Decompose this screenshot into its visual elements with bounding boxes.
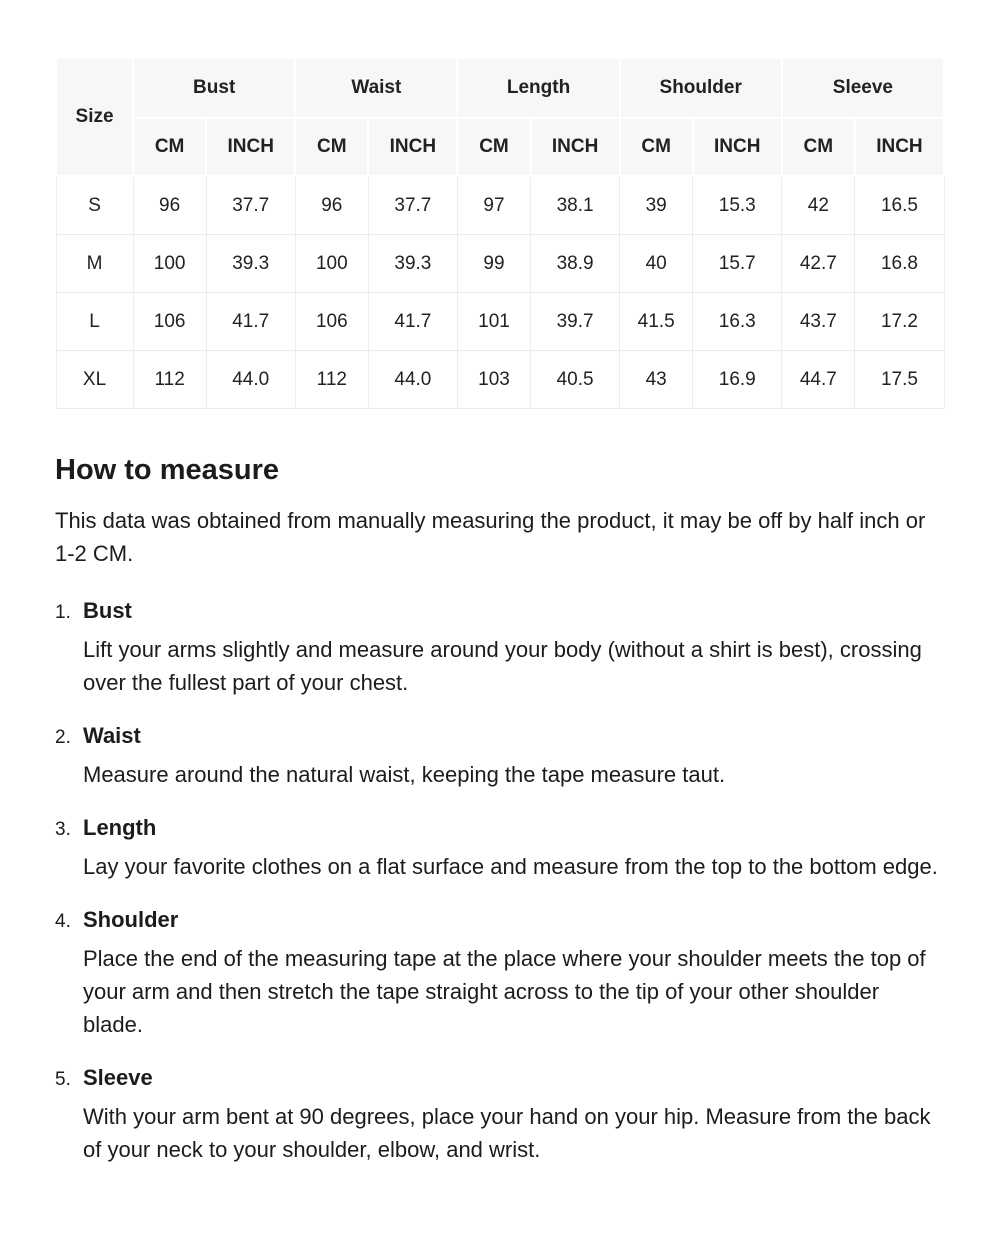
unit-header-cm: CM bbox=[782, 118, 855, 176]
size-label: M bbox=[56, 235, 133, 293]
measure-step-length bbox=[55, 815, 945, 883]
measurement-value: 112 bbox=[133, 351, 206, 409]
step-description: Lay your favorite clothes on a flat surface and measure from the top to the bottom edge. bbox=[83, 853, 938, 879]
measurement-value: 43 bbox=[620, 351, 693, 409]
measurement-value: 17.2 bbox=[855, 293, 944, 351]
size-label: S bbox=[56, 176, 133, 235]
size-column-header: Size bbox=[56, 58, 133, 176]
step-head bbox=[55, 598, 945, 624]
size-label: L bbox=[56, 293, 133, 351]
measurement-value: 16.8 bbox=[855, 235, 944, 293]
step-term: Bust bbox=[83, 597, 132, 623]
unit-header-cm: CM bbox=[457, 118, 530, 176]
unit-header-cm: CM bbox=[620, 118, 693, 176]
unit-header-inch: INCH bbox=[855, 118, 944, 176]
intro-paragraph: This data was obtained from manually measuring the product, it may be off by half inch or 1-2 CM. bbox=[55, 507, 926, 566]
measurement-value: 44.0 bbox=[206, 351, 295, 409]
column-group-sleeve: Sleeve bbox=[782, 58, 944, 118]
measurement-group-row bbox=[56, 58, 944, 118]
size-label: XL bbox=[56, 351, 133, 409]
unit-header-inch: INCH bbox=[531, 118, 620, 176]
measurement-value: 39 bbox=[620, 176, 693, 235]
measurement-value: 42 bbox=[782, 176, 855, 235]
measurement-value: 38.1 bbox=[531, 176, 620, 235]
measurement-value: 99 bbox=[457, 235, 530, 293]
step-head bbox=[55, 723, 945, 749]
measurement-value: 37.7 bbox=[368, 176, 457, 235]
measurement-value: 43.7 bbox=[782, 293, 855, 351]
table-row-l bbox=[56, 293, 944, 351]
step-description: Place the end of the measuring tape at the place where your shoulder meets the top of your arm and then stretch the tape straight across to the tip of your other shoulder blade. bbox=[83, 945, 926, 1037]
step-number: 2. bbox=[55, 726, 71, 748]
measurement-value: 42.7 bbox=[782, 235, 855, 293]
measurement-value: 100 bbox=[133, 235, 206, 293]
column-group-shoulder: Shoulder bbox=[620, 58, 782, 118]
measurement-value: 40 bbox=[620, 235, 693, 293]
measurement-value: 44.0 bbox=[368, 351, 457, 409]
unit-header-cm: CM bbox=[295, 118, 368, 176]
measure-step-sleeve bbox=[55, 1065, 945, 1166]
how-to-measure-heading: How to measure bbox=[55, 454, 279, 486]
measure-steps-list bbox=[55, 598, 945, 1166]
measurement-value: 15.7 bbox=[693, 235, 782, 293]
measurement-value: 16.3 bbox=[693, 293, 782, 351]
measurement-value: 41.5 bbox=[620, 293, 693, 351]
measurement-value: 37.7 bbox=[206, 176, 295, 235]
step-number: 5. bbox=[55, 1068, 71, 1090]
measurement-value: 39.3 bbox=[206, 235, 295, 293]
measurement-value: 40.5 bbox=[531, 351, 620, 409]
table-row-s bbox=[56, 176, 944, 235]
step-number: 4. bbox=[55, 910, 71, 932]
measure-step-waist bbox=[55, 723, 945, 791]
size-chart-table bbox=[55, 57, 945, 409]
measurement-value: 39.7 bbox=[531, 293, 620, 351]
step-term: Sleeve bbox=[83, 1064, 153, 1090]
step-head bbox=[55, 907, 945, 933]
measurement-value: 97 bbox=[457, 176, 530, 235]
column-group-waist: Waist bbox=[295, 58, 457, 118]
step-description: Lift your arms slightly and measure around your body (without a shirt is best), crossing over the fullest part of your chest. bbox=[83, 636, 922, 695]
table-row-xl bbox=[56, 351, 944, 409]
measurement-value: 16.9 bbox=[693, 351, 782, 409]
measurement-value: 39.3 bbox=[368, 235, 457, 293]
step-term: Waist bbox=[83, 722, 141, 748]
measurement-value: 15.3 bbox=[693, 176, 782, 235]
size-chart-header bbox=[56, 58, 944, 176]
measurement-value: 44.7 bbox=[782, 351, 855, 409]
measurement-value: 112 bbox=[295, 351, 368, 409]
measurement-value: 101 bbox=[457, 293, 530, 351]
step-number: 1. bbox=[55, 601, 71, 623]
size-guide-page bbox=[55, 0, 945, 1166]
measure-step-bust bbox=[55, 598, 945, 699]
step-number: 3. bbox=[55, 818, 71, 840]
measurement-value: 96 bbox=[295, 176, 368, 235]
measurement-value: 100 bbox=[295, 235, 368, 293]
measure-step-shoulder bbox=[55, 907, 945, 1041]
measurement-value: 41.7 bbox=[206, 293, 295, 351]
step-term: Shoulder bbox=[83, 906, 179, 932]
measurement-value: 106 bbox=[295, 293, 368, 351]
table-row-m bbox=[56, 235, 944, 293]
measurement-value: 41.7 bbox=[368, 293, 457, 351]
unit-header-inch: INCH bbox=[368, 118, 457, 176]
measurement-value: 96 bbox=[133, 176, 206, 235]
unit-header-cm: CM bbox=[133, 118, 206, 176]
unit-header-row bbox=[56, 118, 944, 176]
column-group-length: Length bbox=[457, 58, 619, 118]
step-term: Length bbox=[83, 814, 157, 840]
unit-header-inch: INCH bbox=[693, 118, 782, 176]
column-group-bust: Bust bbox=[133, 58, 295, 118]
unit-header-inch: INCH bbox=[206, 118, 295, 176]
measurement-value: 16.5 bbox=[855, 176, 944, 235]
step-head bbox=[55, 815, 945, 841]
measurement-value: 38.9 bbox=[531, 235, 620, 293]
step-description: Measure around the natural waist, keeping the tape measure taut. bbox=[83, 761, 726, 787]
step-description: With your arm bent at 90 degrees, place your hand on your hip. Measure from the back of your neck to your shoulder, elbow, and wrist. bbox=[83, 1103, 931, 1162]
size-chart-body bbox=[56, 176, 944, 409]
measurement-value: 106 bbox=[133, 293, 206, 351]
measurement-value: 103 bbox=[457, 351, 530, 409]
step-head bbox=[55, 1065, 945, 1091]
measurement-value: 17.5 bbox=[855, 351, 944, 409]
